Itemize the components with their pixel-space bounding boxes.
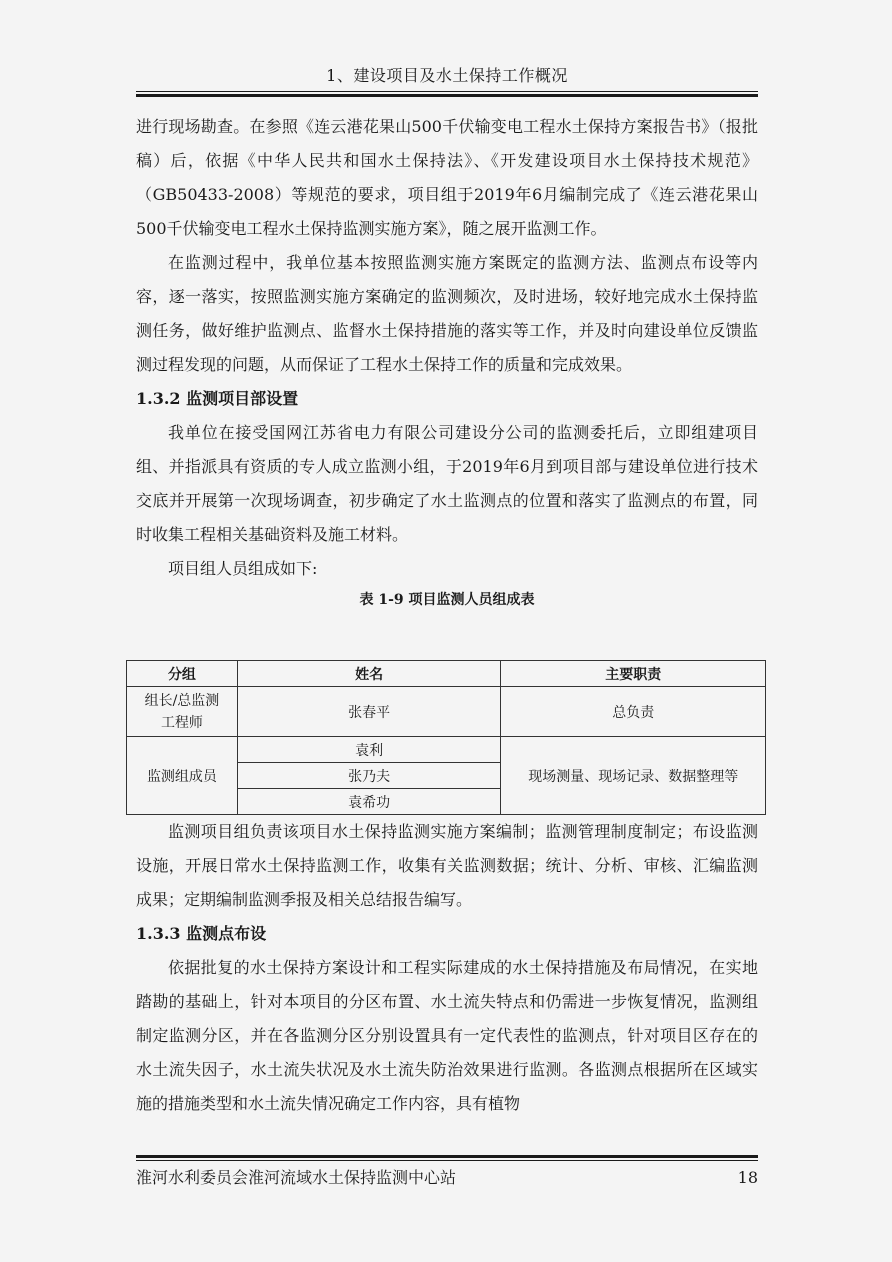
header-rule-thin [136,91,758,92]
paragraph: 项目组人员组成如下: [168,559,318,578]
paragraph: 监测项目组负责该项目水土保持监测实施方案编制；监测管理制度制定；布设监测设施，开展日常水土保持监测工作，收集有关监测数据；统计、分析、审核、汇编监测成果；定期编制监测季报及相关总结报告编写。 [136,822,758,909]
header-rule-thick [136,94,758,97]
table-row [127,737,766,763]
staff-table [126,660,766,815]
section-heading-1-3-2: 1.3.2 监测项目部设置 [136,389,299,408]
table-header-cell: 姓名 [237,661,501,687]
table-header-cell: 分组 [127,661,238,687]
name-cell: 袁希功 [237,789,501,815]
paragraph: 我单位在接受国网江苏省电力有限公司建设分公司的监测委托后，立即组建项目组、并指派具有资质的专人成立监测小组，于2019年6月到项目部与建设单位进行技术交底并开展第一次现场调查，初步确定了水土监测点的位置和落实了监测点的布置，同时收集工程相关基础资料及施工材料。 [136,423,758,544]
paragraph: 依据批复的水土保持方案设计和工程实际建成的水土保持措施及布局情况，在实地踏勘的基础上，针对本项目的分区布置、水土流失特点和仍需进一步恢复情况，监测组制定监测分区，并在各监测分区分别设置具有一定代表性的监测点，针对项目区存在的水土流失因子，水土流失状况及水土流失防治效果进行监测。各监测点根据所在区域实施的措施类型和水土流失情况确定工作内容，具有植物 [136,958,758,1113]
body-upper [136,110,758,612]
table-caption: 表 1-9 项目监测人员组成表 [359,592,535,608]
group-cell: 组长/总监测工程师 [127,687,238,737]
body-lower [136,815,758,1121]
duty-cell: 现场测量、现场记录、数据整理等 [501,737,766,815]
name-cell: 张乃夫 [237,763,501,789]
section-heading-1-3-3: 1.3.3 监测点布设 [136,924,267,943]
paragraph: 进行现场勘查。在参照《连云港花果山500千伏输变电工程水土保持方案报告书》（报批稿）后，依据《中华人民共和国水土保持法》、《开发建设项目水土保持技术规范》（GB50433-2008）等规范的要求，项目组于2019年6月编制完成了《连云港花果山500千伏输变电工程水土保持监测实施方案》，随之展开监测工作。 [136,117,758,238]
name-cell: 张春平 [237,687,501,737]
paragraph: 在监测过程中，我单位基本按照监测实施方案既定的监测方法、监测点布设等内容，逐一落实，按照监测实施方案确定的监测频次，及时进场，较好地完成水土保持监测任务，做好维护监测点、监督水土保持措施的落实等工作，并及时向建设单位反馈监测过程发现的问题，从而保证了工程水土保持工作的质量和完成效果。 [136,253,758,374]
duty-cell: 总负责 [501,687,766,737]
table-header-cell: 主要职责 [501,661,766,687]
table-header-row [127,661,766,687]
group-cell: 监测组成员 [127,737,238,815]
footer-organization: 淮河水利委员会淮河流域水土保持监测中心站 [136,1168,457,1187]
running-header: 1、建设项目及水土保持工作概况 [326,66,568,85]
footer-rule-thick [136,1155,758,1158]
table-row [127,687,766,737]
name-cell: 袁利 [237,737,501,763]
page-number: 18 [737,1168,758,1187]
footer-rule-thin [136,1160,758,1161]
